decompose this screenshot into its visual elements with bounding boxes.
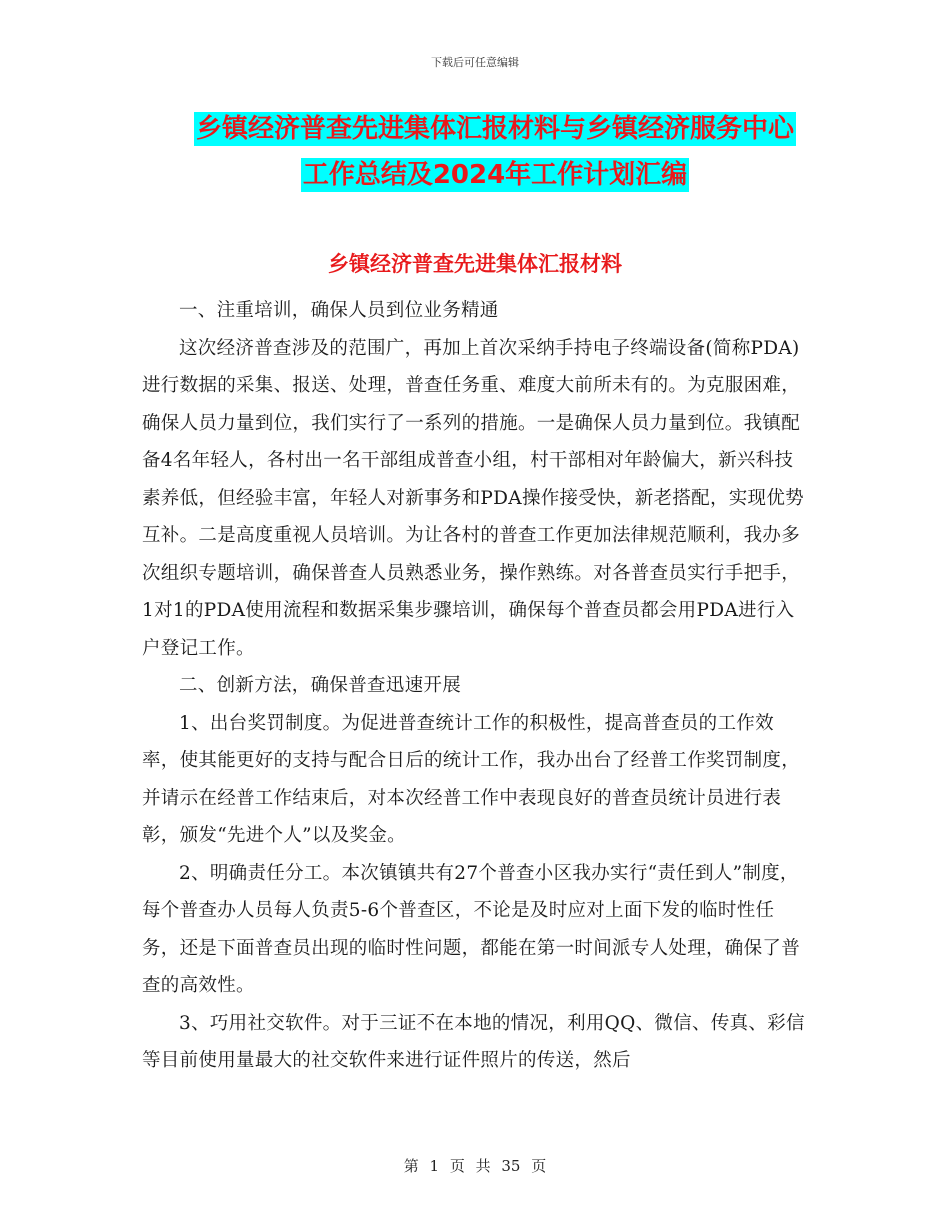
document-body bbox=[142, 292, 808, 1080]
document-title-line-2: 工作总结及2024年工作计划汇编 bbox=[302, 160, 688, 190]
paragraph-responsibility: 2、明确责任分工。本次镇镇共有27个普查小区我办实行“责任到人”制度，每个普查办人员每人负责5-6个普查区，不论是及时应对上面下发的临时性任务，还是下面普查员出现的临时性问题，都能在第一时间派专人处理，确保了普查的高效性。 bbox=[142, 862, 801, 996]
paragraph-social-software: 3、巧用社交软件。对于三证不在本地的情况，利用QQ、微信、传真、彩信等目前使用量最大的社交软件来进行证件照片的传送，然后 bbox=[142, 1012, 805, 1071]
document-title bbox=[150, 106, 840, 198]
document-title-line-1: 乡镇经济普查先进集体汇报材料与乡镇经济服务中心 bbox=[195, 114, 794, 144]
section-title: 乡镇经济普查先进集体汇报材料 bbox=[328, 252, 622, 276]
heading-innovation: 二、创新方法，确保普查迅速开展 bbox=[179, 675, 462, 696]
paragraph-rewards: 1、出台奖罚制度。为促进普查统计工作的积极性，提高普查员的工作效率，使其能更好的支持与配合日后的统计工作，我办出台了经普工作奖罚制度，并请示在经普工作结束后，对本次经普工作中表现良好的普查员统计员进行表彰，颁发“先进个人”以及奖金。 bbox=[142, 712, 801, 846]
page-header-note: 下载后可任意编辑 bbox=[431, 56, 519, 69]
heading-training: 一、注重培训，确保人员到位业务精通 bbox=[179, 300, 499, 321]
paragraph-training: 这次经济普查涉及的范围广，再加上首次采纳手持电子终端设备(简称PDA)进行数据的采集、报送、处理，普查任务重、难度大前所未有的。为克服困难，确保人员力量到位，我们实行了一系列的措施。一是确保人员力量到位。我镇配备4名年轻人，各村出一名干部组成普查小组，村干部相对年龄偏大，新兴科技素养低，但经验丰富，年轻人对新事务和PDA操作接受快，新老搭配，实现优势互补。二是高度重视人员培训。为让各村的普查工作更加法律规范顺利，我办多次组织专题培训，确保普查人员熟悉业务，操作熟练。对各普查员实行手把手，1对1的PDA使用流程和数据采集步骤培训，确保每个普查员都会用PDA进行入户登记工作。 bbox=[142, 337, 804, 659]
page-number: 第 1 页 共 35 页 bbox=[403, 1157, 547, 1175]
